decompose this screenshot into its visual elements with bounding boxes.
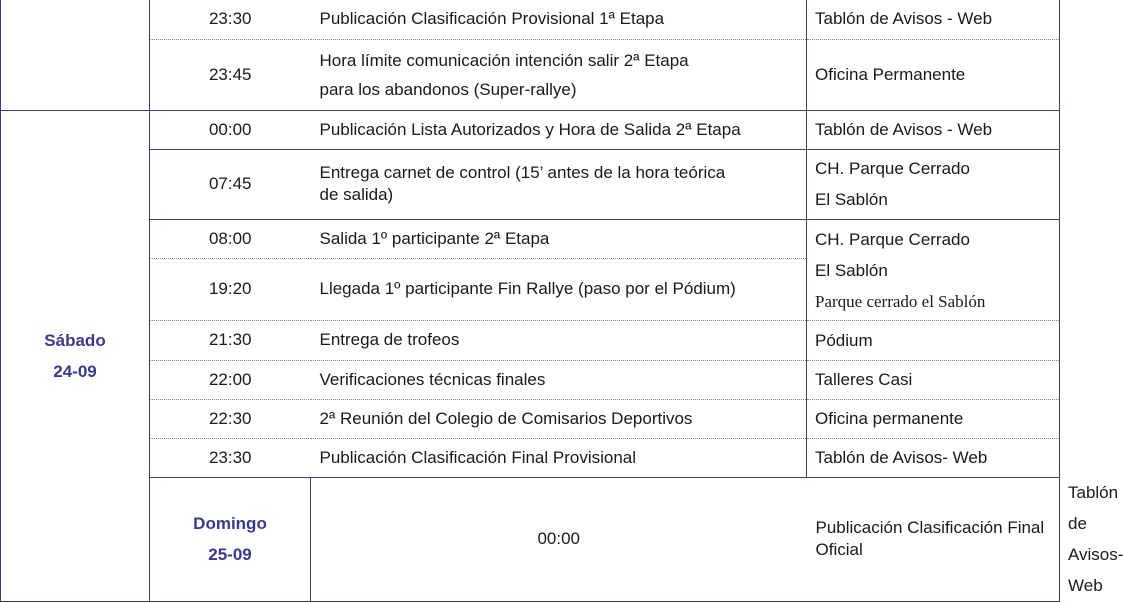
time-cell: 21:30 — [150, 320, 311, 360]
place-cell: Pódium — [807, 320, 1060, 360]
activity-cell: Publicación Clasificación Final Provisional — [311, 438, 807, 477]
table-row — [1, 360, 1060, 399]
day-weekday: Domingo — [193, 514, 267, 534]
table-row — [1, 320, 1060, 360]
time-cell: 00:00 — [150, 110, 311, 149]
place-cell-merged — [807, 219, 1060, 320]
activity-cell: Salida 1º participante 2ª Etapa — [311, 219, 807, 258]
place-cell: Talleres Casi — [807, 360, 1060, 399]
place-line: Parque cerrado el Sablón — [815, 291, 986, 311]
place-cell: Tablón de Avisos- Web — [807, 438, 1060, 477]
table-row — [1, 399, 1060, 438]
time-cell: 00:00 — [311, 477, 807, 602]
activity-cell: Llegada 1º participante Fin Rallye (paso por el Pódium) — [311, 258, 807, 320]
activity-line: para los abandonos (Super-rallye) — [319, 79, 577, 99]
place-line: El Sablón — [815, 260, 888, 280]
place-line: CH. Parque Cerrado — [815, 159, 970, 178]
place-cell: Tablón de Avisos - Web — [807, 110, 1060, 149]
time-cell: 22:00 — [150, 360, 311, 399]
day-cell-domingo — [150, 477, 311, 602]
day-cell-sabado — [1, 110, 150, 602]
table-row — [1, 39, 1060, 110]
activity-cell — [311, 39, 807, 110]
activity-line: de salida) — [319, 185, 394, 204]
table-row — [1, 438, 1060, 477]
activity-cell: Publicación Clasificación Final Oficial — [807, 477, 1060, 602]
place-cell: Oficina Permanente — [807, 39, 1060, 110]
activity-cell: Entrega de trofeos — [311, 320, 807, 360]
day-date: 25-09 — [208, 545, 252, 565]
place-cell: Tablón de Avisos - Web — [807, 0, 1060, 39]
activity-cell — [311, 149, 807, 219]
time-cell: 23:30 — [150, 438, 311, 477]
time-cell: 07:45 — [150, 149, 311, 219]
activity-cell: Verificaciones técnicas finales — [311, 360, 807, 399]
time-cell: 08:00 — [150, 219, 311, 258]
place-line: CH. Parque Cerrado — [815, 229, 970, 249]
table-row — [1, 219, 1060, 258]
activity-line: Hora límite comunicación intención salir 2ª Etapa — [319, 50, 689, 70]
activity-line: Entrega carnet de control (15’ antes de la hora teórica — [319, 163, 726, 182]
time-cell: 23:30 — [150, 0, 311, 39]
place-line: El Sablón — [815, 190, 888, 209]
place-cell — [807, 149, 1060, 219]
day-date: 24-09 — [53, 361, 97, 381]
table-row: Domingo 25-09 00:00 Publicación Clasificación Final Oficial Tablón de Avisos- Web — [1, 477, 1060, 602]
activity-cell: Publicación Clasificación Provisional 1ª Etapa — [311, 0, 807, 39]
table-row — [1, 0, 1060, 39]
table-row — [1, 110, 1060, 149]
table-row — [1, 149, 1060, 219]
time-cell: 19:20 — [150, 258, 311, 320]
activity-cell: Publicación Lista Autorizados y Hora de Salida 2ª Etapa — [311, 110, 807, 149]
activity-cell: 2ª Reunión del Colegio de Comisarios Deportivos — [311, 399, 807, 438]
day-weekday: Sábado — [44, 330, 106, 350]
time-cell: 23:45 — [150, 39, 311, 110]
day-cell-previous — [1, 0, 150, 110]
place-cell: Oficina permanente — [807, 399, 1060, 438]
time-cell: 22:30 — [150, 399, 311, 438]
